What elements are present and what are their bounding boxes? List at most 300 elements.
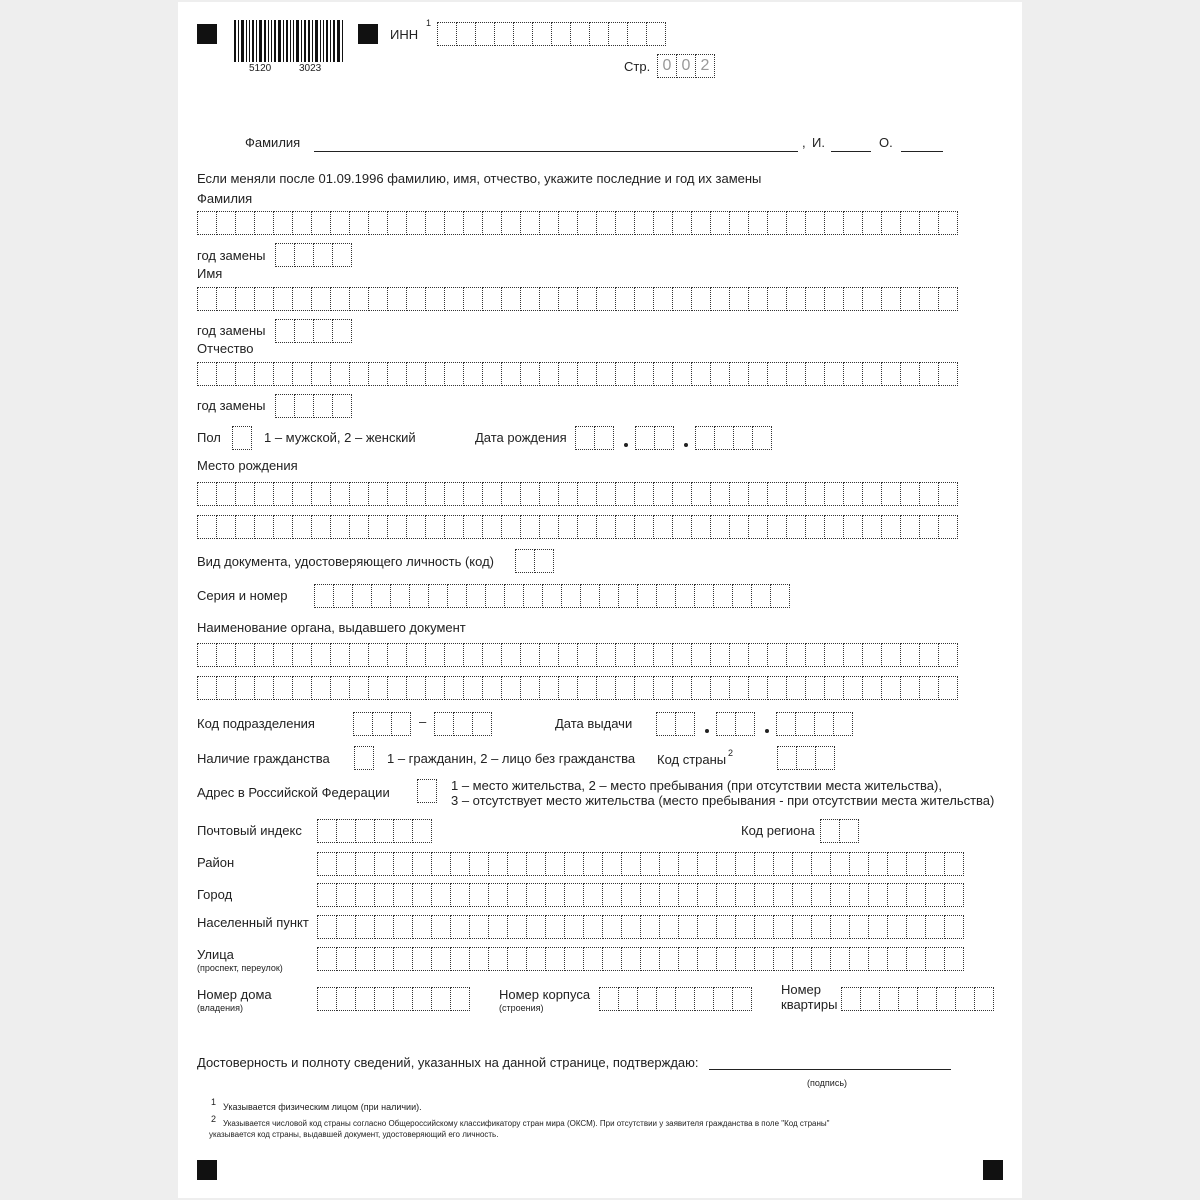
char-cell[interactable]: [697, 852, 717, 876]
char-cell[interactable]: [542, 584, 562, 608]
char-cell[interactable]: [273, 211, 293, 235]
char-cell[interactable]: [406, 643, 426, 667]
char-cell[interactable]: [482, 362, 502, 386]
char-cell[interactable]: [235, 287, 255, 311]
char-cell[interactable]: [672, 362, 692, 386]
char-cell[interactable]: [955, 987, 975, 1011]
char-cell[interactable]: [501, 287, 521, 311]
char-cell[interactable]: [691, 643, 711, 667]
char-cell[interactable]: [444, 211, 464, 235]
char-cell[interactable]: [594, 426, 614, 450]
char-cell[interactable]: [862, 515, 882, 539]
char-cell[interactable]: [539, 676, 559, 700]
char-cell[interactable]: [539, 482, 559, 506]
char-cell[interactable]: [197, 287, 217, 311]
char-cell[interactable]: [580, 584, 600, 608]
char-cell[interactable]: [368, 482, 388, 506]
char-cell[interactable]: [539, 362, 559, 386]
char-cell[interactable]: [254, 676, 274, 700]
char-cell[interactable]: [431, 947, 451, 971]
char-cell[interactable]: [675, 584, 695, 608]
char-cell[interactable]: [919, 643, 939, 667]
char-cell[interactable]: [409, 584, 429, 608]
char-cell[interactable]: [843, 643, 863, 667]
char-cell[interactable]: [463, 515, 483, 539]
char-cell[interactable]: [672, 211, 692, 235]
char-cell[interactable]: [368, 676, 388, 700]
char-cell[interactable]: [561, 584, 581, 608]
char-cell[interactable]: [716, 883, 736, 907]
char-cell[interactable]: [811, 852, 831, 876]
char-cell[interactable]: [830, 852, 850, 876]
char-cell[interactable]: [862, 211, 882, 235]
char-cell[interactable]: [353, 712, 373, 736]
char-cell[interactable]: [294, 319, 314, 343]
char-cell[interactable]: [805, 287, 825, 311]
char-cell[interactable]: [944, 947, 964, 971]
char-cell[interactable]: [830, 947, 850, 971]
char-cell[interactable]: [691, 211, 711, 235]
char-cell[interactable]: [773, 852, 793, 876]
char-cell[interactable]: [729, 211, 749, 235]
country-code-cells[interactable]: [777, 746, 834, 770]
char-cell[interactable]: [434, 712, 454, 736]
char-cell[interactable]: [472, 712, 492, 736]
char-cell[interactable]: [615, 211, 635, 235]
char-cell[interactable]: [862, 643, 882, 667]
char-cell[interactable]: [938, 643, 958, 667]
char-cell[interactable]: [273, 482, 293, 506]
char-cell[interactable]: [805, 362, 825, 386]
char-cell[interactable]: [879, 987, 899, 1011]
char-cell[interactable]: [332, 319, 352, 343]
char-cell[interactable]: [900, 643, 920, 667]
char-cell[interactable]: [881, 643, 901, 667]
char-cell[interactable]: [273, 362, 293, 386]
char-cell[interactable]: [197, 643, 217, 667]
char-cell[interactable]: [406, 287, 426, 311]
char-cell[interactable]: [697, 883, 717, 907]
char-cell[interactable]: [729, 482, 749, 506]
char-cell[interactable]: [862, 482, 882, 506]
char-cell[interactable]: [906, 915, 926, 939]
char-cell[interactable]: [733, 426, 753, 450]
char-cell[interactable]: [197, 211, 217, 235]
char-cell[interactable]: [393, 915, 413, 939]
char-cell[interactable]: [900, 211, 920, 235]
char-cell[interactable]: [374, 947, 394, 971]
char-cell[interactable]: [653, 362, 673, 386]
char-cell[interactable]: [387, 482, 407, 506]
char-cell[interactable]: [447, 584, 467, 608]
char-cell[interactable]: [640, 947, 660, 971]
char-cell[interactable]: [716, 915, 736, 939]
char-cell[interactable]: [732, 584, 752, 608]
char-cell[interactable]: [820, 819, 840, 843]
char-cell[interactable]: [235, 482, 255, 506]
char-cell[interactable]: [843, 676, 863, 700]
char-cell[interactable]: [406, 676, 426, 700]
char-cell[interactable]: [841, 987, 861, 1011]
char-cell[interactable]: [944, 915, 964, 939]
char-cell[interactable]: [752, 426, 772, 450]
char-cell[interactable]: [311, 362, 331, 386]
char-cell[interactable]: [925, 947, 945, 971]
char-cell[interactable]: [786, 643, 806, 667]
char-cell[interactable]: [767, 482, 787, 506]
char-cell[interactable]: [526, 915, 546, 939]
gender-cell[interactable]: [232, 426, 251, 450]
char-cell[interactable]: [558, 287, 578, 311]
char-cell[interactable]: [330, 211, 350, 235]
char-cell[interactable]: [482, 643, 502, 667]
char-cell[interactable]: [710, 643, 730, 667]
char-cell[interactable]: [634, 362, 654, 386]
char-cell[interactable]: [814, 712, 834, 736]
char-cell[interactable]: [311, 287, 331, 311]
char-cell[interactable]: [545, 947, 565, 971]
birth-place-cells-row1[interactable]: [197, 482, 957, 506]
issuer-cells-row2[interactable]: [197, 676, 957, 700]
char-cell[interactable]: [862, 676, 882, 700]
char-cell[interactable]: [393, 883, 413, 907]
char-cell[interactable]: [526, 883, 546, 907]
char-cell[interactable]: [317, 987, 337, 1011]
char-cell[interactable]: [475, 22, 495, 46]
char-cell[interactable]: [425, 211, 445, 235]
char-cell[interactable]: [575, 426, 595, 450]
char-cell[interactable]: [767, 676, 787, 700]
char-cell[interactable]: [786, 515, 806, 539]
char-cell[interactable]: [906, 852, 926, 876]
char-cell[interactable]: [330, 643, 350, 667]
char-cell[interactable]: [824, 287, 844, 311]
char-cell[interactable]: [805, 515, 825, 539]
district-cells[interactable]: [317, 852, 963, 876]
char-cell[interactable]: [792, 915, 812, 939]
char-cell[interactable]: [349, 211, 369, 235]
char-cell[interactable]: [919, 515, 939, 539]
char-cell[interactable]: [482, 515, 502, 539]
char-cell[interactable]: [374, 883, 394, 907]
char-cell[interactable]: [637, 584, 657, 608]
char-cell[interactable]: [694, 987, 714, 1011]
char-cell[interactable]: [532, 22, 552, 46]
birth-day-cells[interactable]: [575, 426, 613, 450]
char-cell[interactable]: [368, 287, 388, 311]
char-cell[interactable]: [906, 883, 926, 907]
char-cell[interactable]: [216, 211, 236, 235]
char-cell[interactable]: [596, 643, 616, 667]
prev-name-year-cells[interactable]: [275, 319, 351, 343]
char-cell[interactable]: [938, 515, 958, 539]
char-cell[interactable]: [640, 852, 660, 876]
char-cell[interactable]: [577, 287, 597, 311]
char-cell[interactable]: [391, 712, 411, 736]
char-cell[interactable]: [355, 987, 375, 1011]
char-cell[interactable]: [317, 852, 337, 876]
char-cell[interactable]: [450, 883, 470, 907]
char-cell[interactable]: [501, 515, 521, 539]
char-cell[interactable]: [602, 915, 622, 939]
char-cell[interactable]: [615, 362, 635, 386]
char-cell[interactable]: [197, 515, 217, 539]
char-cell[interactable]: [355, 852, 375, 876]
char-cell[interactable]: [482, 676, 502, 700]
char-cell[interactable]: [523, 584, 543, 608]
char-cell[interactable]: [444, 643, 464, 667]
char-cell[interactable]: [640, 915, 660, 939]
char-cell[interactable]: [463, 676, 483, 700]
char-cell[interactable]: [849, 883, 869, 907]
char-cell[interactable]: [374, 987, 394, 1011]
char-cell[interactable]: [748, 643, 768, 667]
char-cell[interactable]: [881, 515, 901, 539]
char-cell[interactable]: [577, 362, 597, 386]
char-cell[interactable]: [444, 362, 464, 386]
char-cell[interactable]: [425, 482, 445, 506]
birth-place-cells-row2[interactable]: [197, 515, 957, 539]
char-cell[interactable]: [444, 515, 464, 539]
char-cell[interactable]: [425, 515, 445, 539]
char-cell[interactable]: [599, 987, 619, 1011]
char-cell[interactable]: [805, 676, 825, 700]
char-cell[interactable]: [450, 852, 470, 876]
signature-line[interactable]: [709, 1069, 951, 1070]
char-cell[interactable]: [216, 643, 236, 667]
char-cell[interactable]: [656, 712, 676, 736]
char-cell[interactable]: [232, 426, 252, 450]
issuer-cells-row1[interactable]: [197, 643, 957, 667]
char-cell[interactable]: [936, 987, 956, 1011]
char-cell[interactable]: [393, 987, 413, 1011]
char-cell[interactable]: [735, 947, 755, 971]
char-cell[interactable]: [349, 515, 369, 539]
char-cell[interactable]: [431, 915, 451, 939]
char-cell[interactable]: [235, 515, 255, 539]
char-cell[interactable]: [311, 515, 331, 539]
char-cell[interactable]: [466, 584, 486, 608]
char-cell[interactable]: [925, 883, 945, 907]
char-cell[interactable]: [672, 515, 692, 539]
char-cell[interactable]: [805, 482, 825, 506]
char-cell[interactable]: [729, 515, 749, 539]
char-cell[interactable]: [691, 515, 711, 539]
char-cell[interactable]: [216, 676, 236, 700]
char-cell[interactable]: [773, 915, 793, 939]
char-cell[interactable]: [621, 852, 641, 876]
char-cell[interactable]: [501, 482, 521, 506]
char-cell[interactable]: [716, 852, 736, 876]
char-cell[interactable]: [675, 712, 695, 736]
char-cell[interactable]: [843, 362, 863, 386]
char-cell[interactable]: [646, 22, 666, 46]
char-cell[interactable]: [501, 676, 521, 700]
doc-type-cells[interactable]: [515, 549, 553, 573]
char-cell[interactable]: [777, 746, 797, 770]
char-cell[interactable]: [627, 22, 647, 46]
char-cell[interactable]: [577, 676, 597, 700]
char-cell[interactable]: [412, 915, 432, 939]
char-cell[interactable]: [336, 883, 356, 907]
char-cell[interactable]: [294, 243, 314, 267]
prev-surname-year-cells[interactable]: [275, 243, 351, 267]
char-cell[interactable]: [387, 362, 407, 386]
char-cell[interactable]: [849, 915, 869, 939]
char-cell[interactable]: [292, 362, 312, 386]
char-cell[interactable]: [235, 362, 255, 386]
char-cell[interactable]: [431, 987, 451, 1011]
char-cell[interactable]: [830, 915, 850, 939]
char-cell[interactable]: [887, 915, 907, 939]
char-cell[interactable]: [349, 362, 369, 386]
char-cell[interactable]: [501, 643, 521, 667]
char-cell[interactable]: [659, 852, 679, 876]
char-cell[interactable]: [577, 643, 597, 667]
char-cell[interactable]: [860, 987, 880, 1011]
char-cell[interactable]: [729, 362, 749, 386]
apartment-cells[interactable]: [841, 987, 993, 1011]
char-cell[interactable]: [653, 482, 673, 506]
char-cell[interactable]: [678, 915, 698, 939]
char-cell[interactable]: [900, 515, 920, 539]
char-cell[interactable]: [216, 362, 236, 386]
char-cell[interactable]: [333, 584, 353, 608]
char-cell[interactable]: [387, 287, 407, 311]
char-cell[interactable]: [393, 819, 413, 843]
char-cell[interactable]: [197, 362, 217, 386]
char-cell[interactable]: [659, 883, 679, 907]
char-cell[interactable]: [751, 584, 771, 608]
char-cell[interactable]: [545, 852, 565, 876]
char-cell[interactable]: [545, 883, 565, 907]
char-cell[interactable]: [898, 987, 918, 1011]
char-cell[interactable]: [412, 987, 432, 1011]
char-cell[interactable]: [653, 287, 673, 311]
char-cell[interactable]: [520, 287, 540, 311]
char-cell[interactable]: [317, 819, 337, 843]
char-cell[interactable]: [355, 819, 375, 843]
char-cell[interactable]: [634, 515, 654, 539]
char-cell[interactable]: [352, 584, 372, 608]
char-cell[interactable]: [577, 515, 597, 539]
char-cell[interactable]: [691, 287, 711, 311]
char-cell[interactable]: [811, 947, 831, 971]
char-cell[interactable]: [833, 712, 853, 736]
char-cell[interactable]: [273, 287, 293, 311]
char-cell[interactable]: [767, 287, 787, 311]
char-cell[interactable]: [469, 947, 489, 971]
city-cells[interactable]: [317, 883, 963, 907]
char-cell[interactable]: [786, 676, 806, 700]
char-cell[interactable]: [881, 676, 901, 700]
char-cell[interactable]: [710, 287, 730, 311]
char-cell[interactable]: [570, 22, 590, 46]
char-cell[interactable]: [273, 676, 293, 700]
char-cell[interactable]: [292, 515, 312, 539]
char-cell[interactable]: [678, 883, 698, 907]
char-cell[interactable]: [824, 211, 844, 235]
char-cell[interactable]: [839, 819, 859, 843]
char-cell[interactable]: [336, 852, 356, 876]
char-cell[interactable]: [887, 947, 907, 971]
char-cell[interactable]: [656, 584, 676, 608]
char-cell[interactable]: [795, 712, 815, 736]
char-cell[interactable]: [974, 987, 994, 1011]
char-cell[interactable]: [216, 515, 236, 539]
char-cell[interactable]: [254, 643, 274, 667]
char-cell[interactable]: [330, 515, 350, 539]
char-cell[interactable]: [919, 482, 939, 506]
char-cell[interactable]: [770, 584, 790, 608]
char-cell[interactable]: [634, 482, 654, 506]
char-cell[interactable]: [330, 482, 350, 506]
char-cell[interactable]: [539, 211, 559, 235]
char-cell[interactable]: [792, 947, 812, 971]
char-cell[interactable]: [197, 482, 217, 506]
char-cell[interactable]: [463, 482, 483, 506]
settlement-cells[interactable]: [317, 915, 963, 939]
issue-year-cells[interactable]: [776, 712, 852, 736]
char-cell[interactable]: [292, 643, 312, 667]
char-cell[interactable]: [488, 915, 508, 939]
char-cell[interactable]: [387, 211, 407, 235]
char-cell[interactable]: [372, 712, 392, 736]
char-cell[interactable]: [273, 515, 293, 539]
char-cell[interactable]: [748, 287, 768, 311]
char-cell[interactable]: [534, 549, 554, 573]
char-cell[interactable]: [558, 211, 578, 235]
char-cell[interactable]: [862, 287, 882, 311]
char-cell[interactable]: [469, 883, 489, 907]
char-cell[interactable]: [887, 883, 907, 907]
char-cell[interactable]: [919, 287, 939, 311]
char-cell[interactable]: [216, 482, 236, 506]
char-cell[interactable]: [393, 947, 413, 971]
char-cell[interactable]: [292, 287, 312, 311]
inn-cells[interactable]: [437, 22, 665, 46]
char-cell[interactable]: [425, 287, 445, 311]
char-cell[interactable]: [349, 643, 369, 667]
char-cell[interactable]: [917, 987, 937, 1011]
char-cell[interactable]: [596, 362, 616, 386]
char-cell[interactable]: [732, 987, 752, 1011]
char-cell[interactable]: [406, 362, 426, 386]
surname-line[interactable]: [314, 151, 798, 152]
char-cell[interactable]: [332, 243, 352, 267]
char-cell[interactable]: [729, 643, 749, 667]
char-cell[interactable]: [944, 883, 964, 907]
char-cell[interactable]: [691, 482, 711, 506]
char-cell[interactable]: [767, 515, 787, 539]
birth-year-cells[interactable]: [695, 426, 771, 450]
char-cell[interactable]: [635, 426, 655, 450]
char-cell[interactable]: [868, 947, 888, 971]
char-cell[interactable]: [235, 211, 255, 235]
char-cell[interactable]: [456, 22, 476, 46]
char-cell[interactable]: [428, 584, 448, 608]
char-cell[interactable]: [748, 515, 768, 539]
char-cell[interactable]: [374, 915, 394, 939]
char-cell[interactable]: [469, 915, 489, 939]
char-cell[interactable]: [792, 883, 812, 907]
char-cell[interactable]: [824, 676, 844, 700]
char-cell[interactable]: [545, 915, 565, 939]
char-cell[interactable]: [919, 676, 939, 700]
char-cell[interactable]: [558, 362, 578, 386]
char-cell[interactable]: [520, 515, 540, 539]
char-cell[interactable]: [767, 643, 787, 667]
